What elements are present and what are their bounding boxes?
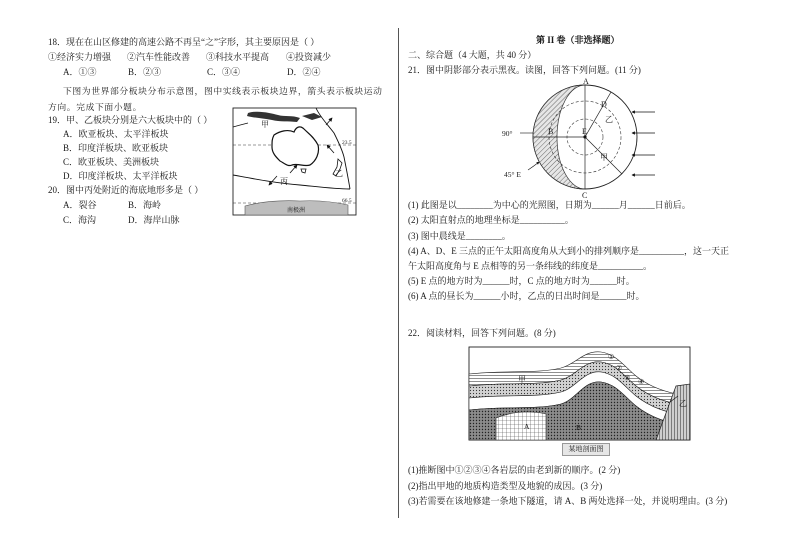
q21-sub-2: (2) 太阳直射点的地理坐标是__________。 (408, 215, 574, 225)
q19-option-b: B．印度洋板块、欧亚板块 (63, 143, 169, 153)
q18-option-a: A．①③ (63, 67, 97, 77)
part-title: 二、综合题（4 大题，共 40 分） (408, 50, 537, 60)
q21-sub-6: (6) A 点的昼长为______小时，乙点的日出时间是______时。 (408, 291, 645, 301)
q18-factor-1: ①经济实力增强 (48, 52, 112, 62)
q22-sub-1: (1)推断图中①②③④各岩层的由老到新的顺序。(2 分) (408, 465, 621, 475)
label-yi: 乙 (335, 169, 343, 178)
illumination-diagram (498, 77, 663, 200)
column-divider (398, 28, 399, 518)
label-bing: 丙 (280, 177, 288, 186)
q18-stem: 18．现在在山区修建的高速公路不再呈“之”字形，其主要原因是（ ） (48, 37, 320, 47)
q22-sub-2: (2)指出甲地的地质构造类型及地貌的成因。(3 分) (408, 481, 603, 491)
label-site-b: B (576, 423, 582, 432)
q18-option-c: C．③④ (207, 67, 241, 77)
q18-factor-3: ③科技水平提高 (206, 52, 270, 62)
label-b: B (548, 127, 554, 136)
q20-option-d: D．海岸山脉 (128, 215, 180, 225)
geology-section (466, 344, 694, 444)
q18-option-d: D．②④ (287, 67, 321, 77)
label-d: D (601, 100, 607, 109)
q22-sub-3: (3)若需要在该地修建一条地下隧道，请 A、B 两处选择一处，并说明理由。(3 分) (408, 496, 728, 506)
label-e: E (582, 127, 587, 136)
q21-sub-3: (3) 图中晨线是________。 (408, 231, 511, 241)
label-tropic: 23.5 (342, 140, 352, 146)
grid-rock-body (496, 412, 546, 440)
q20-option-c: C．海沟 (63, 215, 97, 225)
label-jia-point: 甲 (600, 153, 608, 162)
label-lon-90: 90° (502, 129, 513, 138)
lon-45-pointer (528, 162, 539, 170)
label-site-a: A (524, 422, 530, 431)
map-intro-line-1: 下图为世界部分板块分布示意图，图中实线表示板块边界，箭头表示板块运动 (63, 86, 383, 96)
map-intro-line-2: 方向。完成下面小题。 (48, 102, 142, 112)
label-c: C (582, 191, 588, 200)
plate-map (230, 105, 360, 219)
label-antarctica: 南极洲 (287, 208, 306, 214)
q21-sub-4-cont: 午太阳高度角与 E 点相等的另一条纬线的纬度是__________。 (408, 261, 652, 271)
label-layer-2: ② (616, 364, 623, 372)
q19-stem: 19．甲、乙板块分别是六大板块中的（ ） (48, 115, 213, 125)
q19-option-d: D．印度洋板块、太平洋板块 (63, 171, 178, 181)
label-layer-1: ① (608, 353, 615, 361)
q19-option-c: C．欧亚板块、美洲板块 (63, 157, 160, 167)
q20-option-b: B．海岭 (128, 200, 162, 210)
q22-stem: 22．阅读材料，回答下列问题。(8 分) (408, 328, 556, 338)
section-title: 第 II 卷（非选择题） (536, 35, 620, 45)
label-jia-area: 甲 (518, 375, 526, 384)
label-yi-point: 乙 (605, 115, 613, 124)
label-polar: 66.5 (342, 198, 352, 204)
q18-factor-4: ④投资减少 (286, 52, 332, 62)
q21-sub-4: (4) A、D、E 三点的正午太阳高度角从大到小的排列顺序是__________，这一天正 (408, 246, 729, 256)
label-a: A (583, 77, 589, 86)
q21-stem: 21．图中阴影部分表示黑夜。读图，回答下列问题。(11 分) (408, 65, 641, 75)
q19-option-a: A．欧亚板块、太平洋板块 (63, 129, 169, 139)
label-layer-4: ④ (638, 378, 645, 386)
q21-sub-1: (1) 此图是以________为中心的光照图，日期为______月______日前后。 (408, 200, 691, 210)
label-layer-3: ③ (624, 374, 631, 382)
q20-stem: 20．图中丙处附近的海底地形多是（ ） (48, 185, 204, 195)
label-jia: 甲 (261, 120, 269, 129)
label-lon-45: 45° E (504, 170, 521, 179)
q18-option-b: B．②③ (128, 67, 162, 77)
q18-factor-2: ②汽车性能改善 (127, 52, 191, 62)
label-yi-area: 乙 (679, 399, 687, 408)
q20-option-a: A．裂谷 (63, 200, 97, 210)
section-caption: 某地剖面图 (562, 443, 610, 456)
q21-sub-5: (5) E 点的地方时为______时，C 点的地方时为______时。 (408, 276, 635, 286)
